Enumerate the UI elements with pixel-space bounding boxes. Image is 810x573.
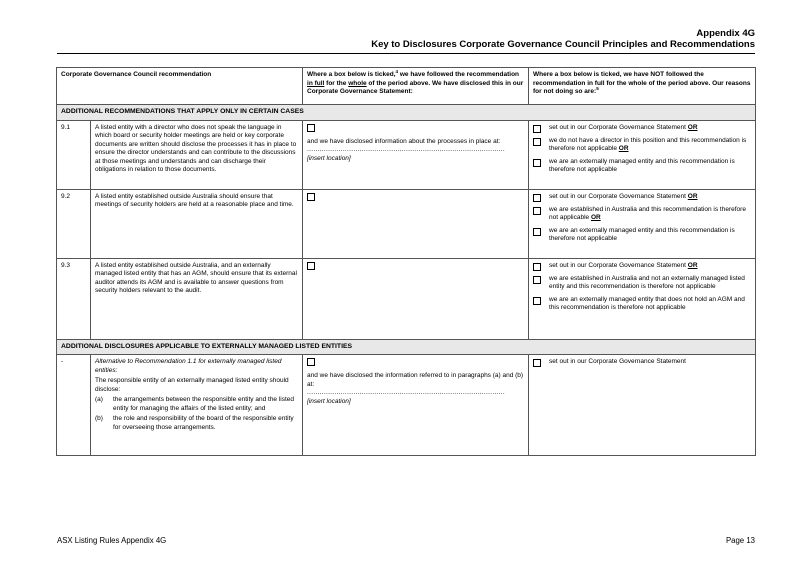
page-title: Key to Disclosures Corporate Governance Council Principles and Recommendations xyxy=(371,39,755,50)
alt-recommendation: Alternative to Recommendation 1.1 for externally managed listed entities: xyxy=(95,358,282,374)
table-row-9-2 xyxy=(57,189,756,258)
col-header-recommendation: Corporate Governance Council recommendation xyxy=(57,68,303,105)
option-checkbox[interactable] xyxy=(533,276,541,284)
col-header-followed xyxy=(303,68,529,105)
col2-in-full: in full xyxy=(307,79,325,87)
option-checkbox[interactable] xyxy=(533,263,541,271)
location-dots: .............................................................................................. xyxy=(307,146,505,154)
or-label: OR xyxy=(618,145,629,152)
option-checkbox[interactable] xyxy=(533,159,541,167)
option-checkbox[interactable] xyxy=(533,228,541,236)
section-title-2: ADDITIONAL DISCLOSURES APPLICABLE TO EXTERNALLY MANAGED LISTED ENTITIES xyxy=(57,339,756,355)
item-text: the arrangements between the responsible entity and the listed entity for managing the affairs of the listed entity; and xyxy=(113,396,295,412)
followed-cell xyxy=(303,120,529,189)
rec-text: A listed entity established outside Australia should ensure that meetings of security holders are held at a reasonable place and time. xyxy=(91,189,303,258)
option-checkbox[interactable] xyxy=(533,297,541,305)
section-title-1: ADDITIONAL RECOMMENDATIONS THAT APPLY ONLY IN CERTAIN CASES xyxy=(57,105,756,121)
page-number: Page 13 xyxy=(725,536,755,545)
or-label: OR xyxy=(687,123,698,131)
option-text: we are an externally managed entity and this recommendation is therefore not applicable xyxy=(549,226,735,242)
insert-location: [insert location] xyxy=(307,154,351,162)
option-text: we are an externally managed entity that does not hold an AGM and this recommendation is therefore not applicable xyxy=(549,295,745,311)
followed-cell xyxy=(303,189,529,258)
followed-checkbox[interactable] xyxy=(307,262,315,270)
followed-text: and we have disclosed the information referred to in paragraphs (a) and (b) at: xyxy=(307,372,524,388)
col3-text: Where a box below is ticked, we have NOT followed the recommendation in full for the whole of the period above. Our reasons for not doing so are: xyxy=(533,71,751,95)
not-followed-cell xyxy=(529,258,756,339)
disclosure-table xyxy=(56,67,756,456)
col2-text-d: of the period above. We have disclosed this in our Corporate Governance Statement: xyxy=(307,79,524,95)
option-text: we are an externally managed entity and this recommendation is therefore not applicable xyxy=(549,157,735,173)
item-label: (b) xyxy=(95,415,103,422)
option-checkbox[interactable] xyxy=(533,207,541,215)
rec-text-cell xyxy=(91,355,303,456)
option-text: set out in our Corporate Governance Statement xyxy=(549,123,688,131)
col2-text-a: Where a box below is ticked, xyxy=(307,71,396,78)
option-text: set out in our Corporate Governance Statement xyxy=(549,261,688,269)
option-text: we are established in Australia and this recommendation is therefore not applicable xyxy=(549,205,746,221)
followed-text: and we have disclosed information about the processes in place at: xyxy=(307,137,501,145)
not-followed-cell xyxy=(529,355,756,456)
option-checkbox[interactable] xyxy=(533,125,541,133)
rec-intro: The responsible entity of an externally managed listed entity should disclose: xyxy=(95,377,289,393)
rec-number: 9.3 xyxy=(57,258,91,339)
rec-text: A listed entity established outside Australia, and an externally managed listed entity that has an AGM, should ensure that its external auditor attends its AGM and is available to answer questions from security holders relevant to the audit. xyxy=(91,258,303,339)
appendix-label: Appendix 4G xyxy=(696,28,755,39)
table-header-row xyxy=(57,68,756,105)
item-text: the role and responsibility of the board of the responsible entity for overseeing those arrangements. xyxy=(113,415,294,431)
followed-cell xyxy=(303,355,529,456)
table-row-external xyxy=(57,355,756,456)
item-label: (a) xyxy=(95,396,103,403)
or-label: OR xyxy=(687,261,698,269)
insert-location: [insert location] xyxy=(307,397,351,405)
footer-source: ASX Listing Rules Appendix 4G xyxy=(57,536,167,545)
location-dots: .............................................................................................. xyxy=(307,389,505,397)
footnote-4: 4 xyxy=(395,68,399,74)
option-checkbox[interactable] xyxy=(533,359,541,367)
section-header-certain-cases xyxy=(57,105,756,121)
followed-checkbox[interactable] xyxy=(307,124,315,132)
col2-text-c: for the xyxy=(324,79,349,87)
option-text: set out in our Corporate Governance Statement xyxy=(549,358,686,365)
col-header-not-followed xyxy=(529,68,756,105)
followed-checkbox[interactable] xyxy=(307,193,315,201)
col2-text-b: we have followed the recommendation xyxy=(398,71,520,78)
followed-checkbox[interactable] xyxy=(307,358,315,366)
not-followed-cell xyxy=(529,189,756,258)
footnote-5: 5 xyxy=(596,85,599,91)
rec-number: 9.1 xyxy=(57,120,91,189)
option-checkbox[interactable] xyxy=(533,194,541,202)
option-checkbox[interactable] xyxy=(533,138,541,146)
header-divider xyxy=(57,53,755,54)
or-label: OR xyxy=(590,214,601,221)
section-header-externally-managed xyxy=(57,339,756,355)
rec-number: 9.2 xyxy=(57,189,91,258)
rec-number: - xyxy=(57,355,91,456)
option-text: we do not have a director in this position and this recommendation is therefore not applicable xyxy=(549,136,747,152)
table-row-9-1 xyxy=(57,120,756,189)
rec-text: A listed entity with a director who does not speak the language in which board or security holder meetings are held or key corporate documents are written should disclose the processes it has in place to ensure the director understands and can contribute to the discussions at those meetings and understands and can discharge their obligations in relation to those documents. xyxy=(91,120,303,189)
option-text: we are established in Australia and not an externally managed listed entity and this recommendation is therefore not applicable xyxy=(549,274,745,290)
or-label: OR xyxy=(687,192,698,200)
followed-cell xyxy=(303,258,529,339)
table-row-9-3 xyxy=(57,258,756,339)
not-followed-cell xyxy=(529,120,756,189)
option-text: set out in our Corporate Governance Statement xyxy=(549,192,688,200)
col2-whole: whole xyxy=(348,79,367,87)
